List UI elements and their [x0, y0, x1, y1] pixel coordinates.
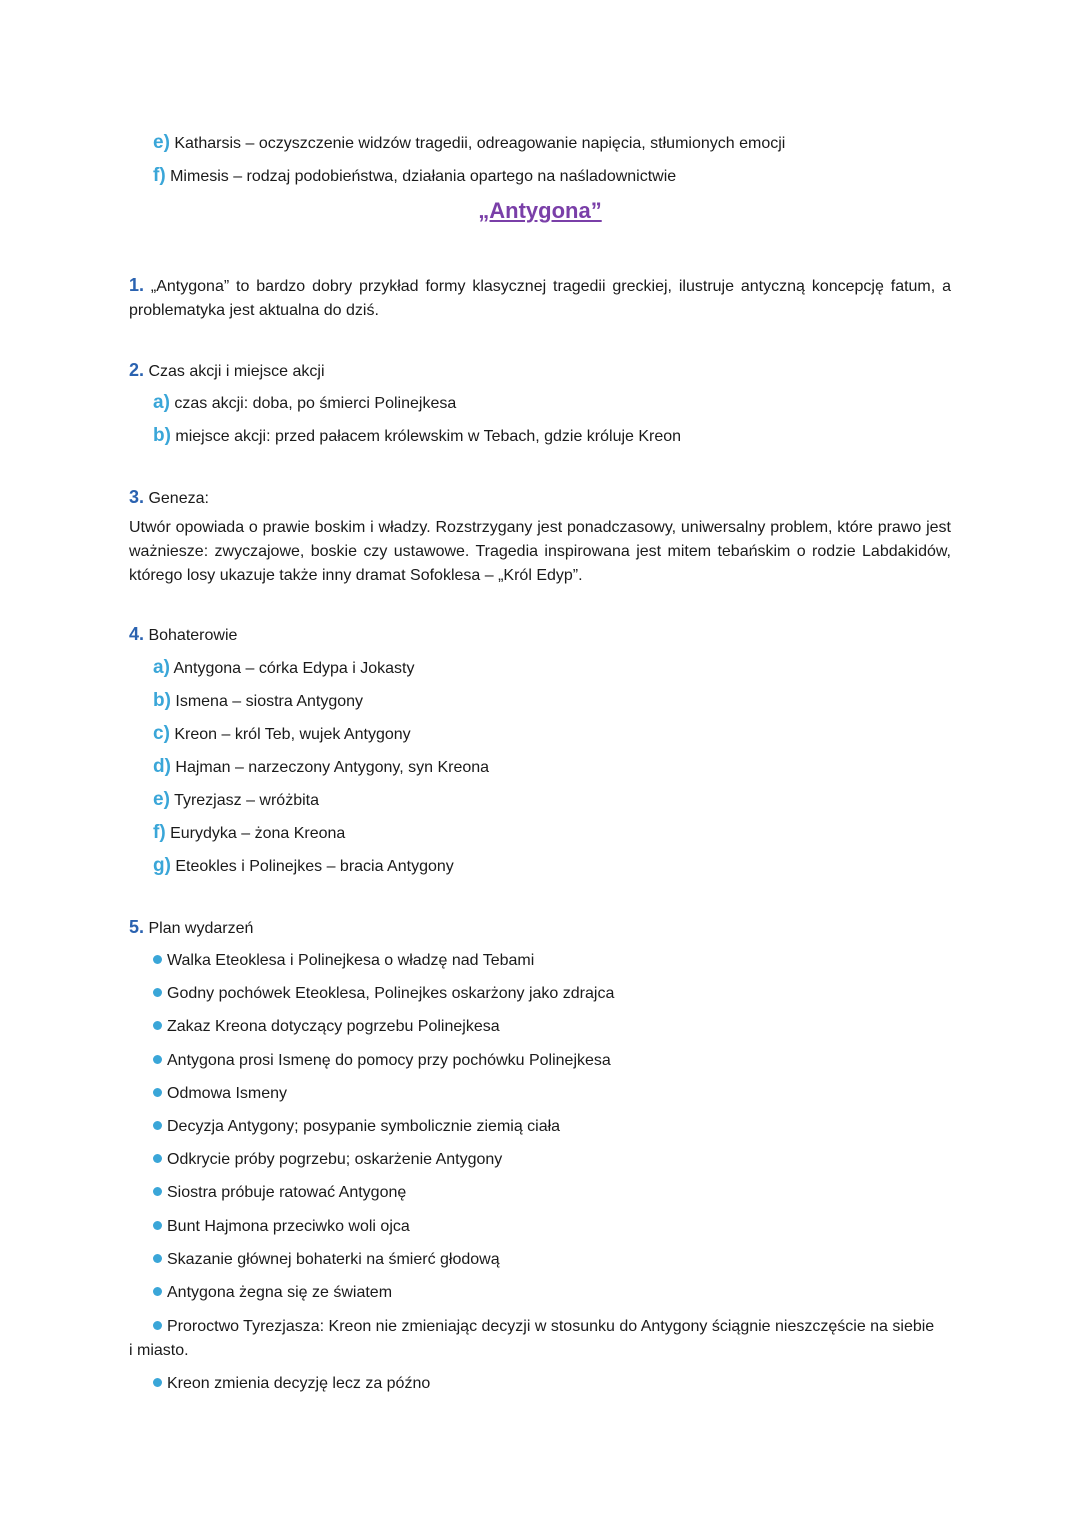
- bullet-icon: [153, 1021, 162, 1030]
- list-marker: f): [153, 822, 166, 843]
- list-item-continuation: i miasto.: [129, 1342, 189, 1359]
- list-item-text: Siostra próbuje ratować Antygonę: [167, 1184, 407, 1201]
- list-item-text: Antygona żegna się ze światem: [167, 1284, 393, 1301]
- list-item-text: Katharsis – oczyszczenie widzów tragedii, odreagowanie napięcia, stłumionych emocji: [169, 135, 786, 152]
- section-number: 3.: [129, 487, 145, 507]
- list-item: [153, 392, 456, 415]
- bullet-icon: [153, 1055, 162, 1064]
- list-item-text: Zakaz Kreona dotyczący pogrzebu Polinejkesa: [167, 1018, 500, 1035]
- list-item: [153, 690, 363, 713]
- list-marker: a): [153, 392, 170, 413]
- list-item: [153, 1249, 500, 1271]
- list-item: [153, 822, 345, 845]
- list-marker: b): [153, 690, 171, 711]
- section-heading: Czas akcji i miejsce akcji: [144, 363, 325, 380]
- list-item: [153, 1282, 392, 1304]
- bullet-icon: [153, 1378, 162, 1387]
- section-1: [129, 273, 951, 323]
- section-heading: Bohaterowie: [144, 627, 238, 644]
- list-item-text: Tyrezjasz – wróżbita: [169, 792, 319, 809]
- section-number: 5.: [129, 917, 145, 937]
- section-number: 4.: [129, 624, 145, 644]
- list-item: [153, 723, 411, 746]
- list-item-text: Eteokles i Polinejkes – bracia Antygony: [170, 858, 454, 875]
- list-item: [153, 1316, 934, 1338]
- list-item-text: Proroctwo Tyrezjasza: Kreon nie zmieniając decyzji w stosunku do Antygony ściągnie nieszczęście na siebie: [167, 1318, 935, 1335]
- section-number: 2.: [129, 360, 145, 380]
- list-marker: e): [153, 789, 170, 810]
- list-item: [153, 1050, 611, 1072]
- list-item: [153, 1373, 430, 1395]
- section-5-heading: [129, 916, 253, 940]
- list-item-text: Odmowa Ismeny: [167, 1085, 288, 1102]
- list-item: [153, 983, 614, 1005]
- list-item: [153, 1083, 287, 1105]
- list-item: [153, 657, 415, 680]
- list-item-text: Ismena – siostra Antygony: [170, 693, 364, 710]
- list-item: [153, 1116, 560, 1138]
- bullet-icon: [153, 1287, 162, 1296]
- list-item: [153, 756, 489, 779]
- list-item: [153, 1149, 502, 1171]
- list-item-text: Odkrycie próby pogrzebu; oskarżenie Antygony: [167, 1151, 503, 1168]
- list-marker: b): [153, 425, 171, 446]
- list-item-text: Antygona prosi Ismenę do pomocy przy pochówku Polinejkesa: [167, 1052, 611, 1069]
- list-item-text: Hajman – narzeczony Antygony, syn Kreona: [170, 759, 490, 776]
- list-item-text: Antygona – córka Edypa i Jokasty: [169, 660, 415, 677]
- list-item-text: Godny pochówek Eteoklesa, Polinejkes oskarżony jako zdrajca: [167, 985, 615, 1002]
- list-item: [153, 425, 681, 448]
- list-item-text: Decyzja Antygony; posypanie symbolicznie ziemią ciała: [167, 1118, 561, 1135]
- bullet-icon: [153, 1187, 162, 1196]
- section-4-heading: [129, 623, 237, 647]
- list-item-text: Eurydyka – żona Kreona: [165, 825, 346, 842]
- list-item: [153, 1182, 406, 1204]
- list-item-text: miejsce akcji: przed pałacem królewskim w Tebach, gdzie króluje Kreon: [170, 428, 682, 445]
- list-marker: g): [153, 855, 171, 876]
- bullet-icon: [153, 1221, 162, 1230]
- list-marker: e): [153, 132, 170, 153]
- list-item-text: Kreon zmienia decyzję lecz za późno: [167, 1375, 431, 1392]
- list-item: [153, 1016, 500, 1038]
- list-item-text: Bunt Hajmona przeciwko woli ojca: [167, 1218, 410, 1235]
- list-item-text: Skazanie głównej bohaterki na śmierć głodową: [167, 1251, 500, 1268]
- section-heading: Plan wydarzeń: [144, 920, 254, 937]
- section-text: „Antygona” to bardzo dobry przykład formy klasycznej tragedii greckiej, ilustruje antyczną koncepcję fatum, a problematyka jest aktualna do dziś.: [129, 278, 951, 319]
- bullet-icon: [153, 1154, 162, 1163]
- list-item: [153, 855, 454, 878]
- list-marker: f): [153, 165, 166, 186]
- list-marker: a): [153, 657, 170, 678]
- list-item: [153, 1216, 410, 1238]
- intro-item-f: [153, 165, 676, 188]
- list-item-text: Mimesis – rodzaj podobieństwa, działania opartego na naśladownictwie: [165, 168, 677, 185]
- list-marker: d): [153, 756, 171, 777]
- intro-item-e: [153, 132, 785, 155]
- list-item-text: Kreon – król Teb, wujek Antygony: [169, 726, 411, 743]
- page-title: „Antygona”: [478, 198, 602, 223]
- bullet-icon: [153, 1088, 162, 1097]
- bullet-icon: [153, 988, 162, 997]
- list-item: [153, 950, 534, 972]
- section-3-paragraph: Utwór opowiada o prawie boskim i władzy. Rozstrzygany jest ponadczasowy, uniwersalny problem, które prawo jest ważniesze: zwyczajowe, boskie czy ustawowe. Tragedia inspirowana jest mitem tebańskim o rodzie Labdakidów, którego losy ukazuje także inny dramat Sofoklesa – „Król Edyp”.: [129, 519, 951, 584]
- section-heading: Geneza:: [144, 490, 209, 507]
- list-item: [153, 789, 319, 812]
- list-marker: c): [153, 723, 170, 744]
- section-2-heading: [129, 359, 325, 383]
- bullet-icon: [153, 1121, 162, 1130]
- bullet-icon: [153, 955, 162, 964]
- list-item-text: Walka Eteoklesa i Polinejkesa o władzę nad Tebami: [167, 952, 535, 969]
- bullet-icon: [153, 1254, 162, 1263]
- bullet-icon: [153, 1321, 162, 1330]
- section-3-heading: [129, 486, 209, 510]
- section-number: 1.: [129, 275, 145, 295]
- list-item-text: czas akcji: doba, po śmierci Polinejkesa: [169, 395, 457, 412]
